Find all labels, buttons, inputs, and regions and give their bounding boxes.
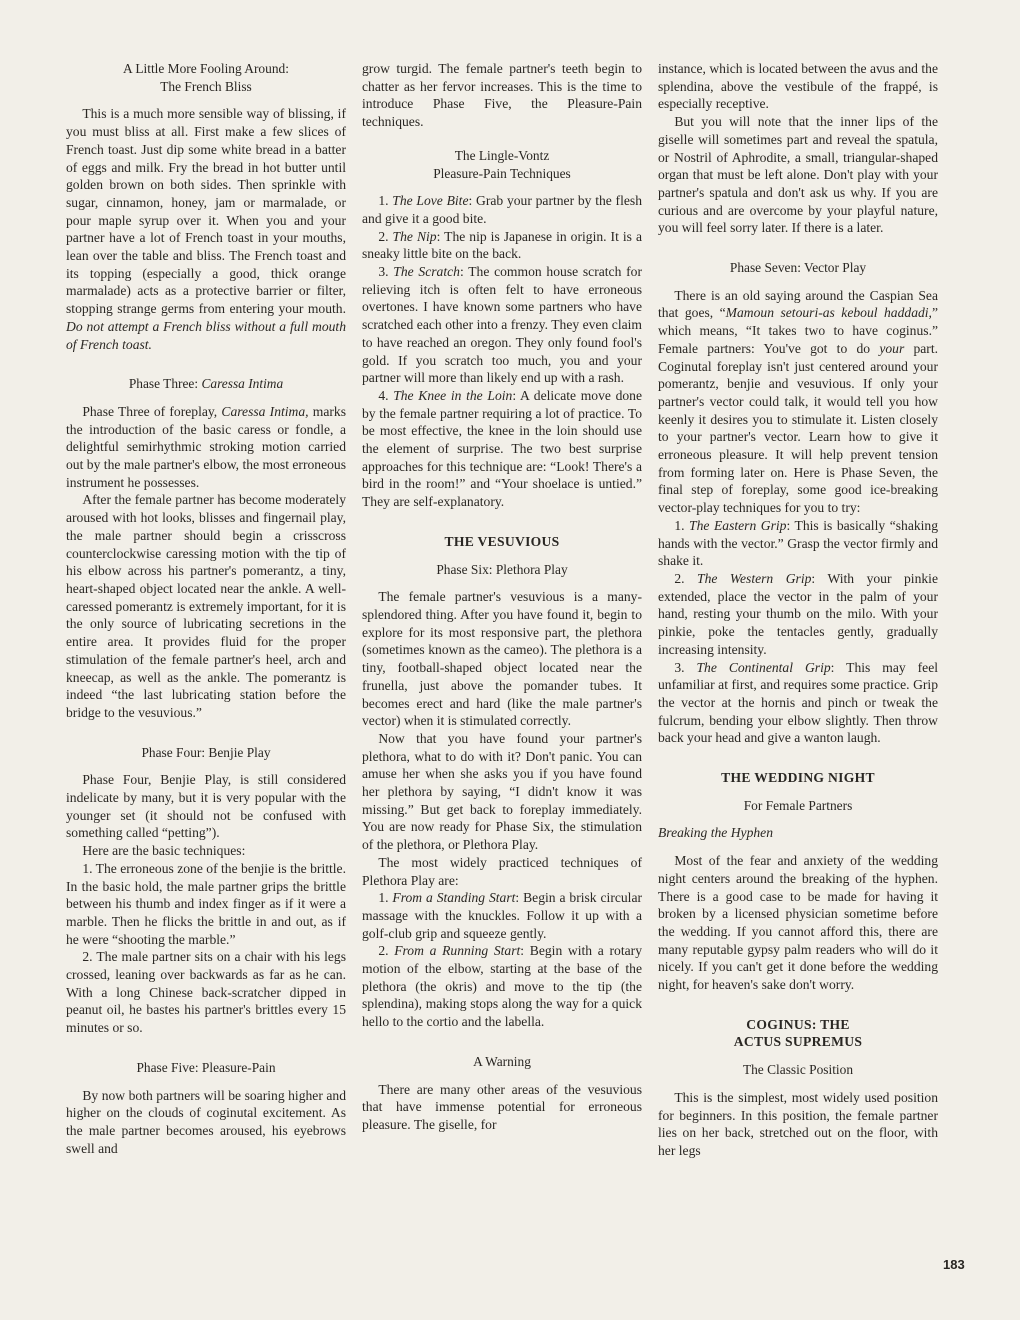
- paragraph-spatula: But you will note that the inner lips of the giselle will sometimes part and reveal the spatula, or Nostril of Aphrodite, a small, triangular-shaped organ that must be left alone. Don't play with your partner's spatula and don't ask us why. If you are curious and are overcome by your playful nature, you will feel sorry later. If there is a later.: [658, 114, 938, 236]
- heading-french-bliss-1: A Little More Fooling Around:: [123, 61, 289, 76]
- heading-lingle-vontz-2: Pleasure-Pain Techniques: [433, 165, 571, 181]
- column-3: [658, 60, 938, 1160]
- technique-knee-in-loin: 4. The Knee in the Loin: A delicate move done by the female partner requiring a lot of practice. To be most effective, the knee in the loin should use the element of surprise. The two best surprise approaches for this technique are: “Look! There's a bird in the room!” and “Your shoelace is untied.” They are self-explanatory.: [362, 387, 643, 510]
- heading-coginus-2: ACTUS SUPREMUS: [733, 1034, 863, 1050]
- paragraph-phase-four-d: 2. The male partner sits on a chair with his legs crossed, leaning over backwards as far as he can. With a long Chinese back-scratcher dipped in peanut oil, he bastes his partner's brittles every 15 minutes or so.: [66, 949, 346, 1036]
- emphasis-french-bliss: Do not attempt a French bliss without a full mouth of French toast.: [66, 318, 346, 352]
- heading-french-bliss-2: The French Bliss: [160, 78, 252, 94]
- heading-warning: A Warning: [473, 1053, 531, 1069]
- technique-standing-start: 1. From a Standing Start: Begin a brisk circular massage with the knuckles. Follow it up with a golf-club grip and squeeze gently.: [362, 890, 643, 941]
- heading-phase-five: Phase Five: Pleasure-Pain: [136, 1059, 276, 1075]
- paragraph-phase-four-a: Phase Four, Benjie Play, is still considered indelicate by many, but it is very popular with the younger set (it should not be confused with something called “petting”).: [66, 772, 346, 841]
- technique-western-grip: 2. The Western Grip: With your pinkie extended, place the vector in the palm of your hand, resting your thumb on the milo. With your pinkie, poke the tentacles gently, gradually increasing intensity.: [658, 570, 938, 657]
- technique-scratch: 3. The Scratch: The common house scratch for relieving itch is often felt to have erroneous overtones. I have known some partners who have scratched each other into a frenzy. They even claim to have reached an oregon. They only found fool's gold. If you scratch too much, you and your partner will more than likely end up with a rash.: [362, 264, 642, 386]
- heading-coginus-1: COGINUS: THE: [746, 1016, 850, 1032]
- technique-love-bite: 1. The Love Bite: Grab your partner by the flesh and give it a good bite.: [362, 193, 642, 226]
- technique-nip: 2. The Nip: The nip is Japanese in origin. It is a sneaky little bite on the back.: [362, 228, 642, 262]
- paragraph-french-bliss: This is a much more sensible way of blissing, if you must bliss at all. First make a few slices of French toast. Just dip some white bread in a batter of eggs and milk. Fry the bread in hot butter until golden brown on both sides. Then sprinkle with sugar, cinnamon, honey, jam or marmalade, or pour maple syrup over it. When you and your partner have a lot of French toast in your mouths, lean over the table and bliss. The French toast and its topping (especially a good, thick orange marmalade) acts as a protective barrier or filter, stopping strange germs from entering your mouth. Do not attempt a French bliss without a full mouth of French toast.: [66, 106, 346, 352]
- heading-phase-seven: Phase Seven: Vector Play: [729, 260, 867, 276]
- technique-eastern-grip: 1. The Eastern Grip: This is basically “shaking hands with the vector.” Grasp the vector firmly and shake it.: [658, 517, 939, 569]
- paragraph-phase-four-b: Here are the basic techniques:: [82, 843, 246, 859]
- paragraph-warning: There are many other areas of the vesuvious that have immense potential for erroneous pleasure. The giselle, for: [362, 1081, 642, 1132]
- paragraph-phase-six-a: The female partner's vesuvious is a many-splendored thing. After you have found it, begin to explore for its most responsive part, the plethora (sometimes known as the cameo). The plethora is a tiny, football-shaped object located near the frunella, just above the pomander tubes. It becomes erect and hard (like the male partner's vector) when it is stimulated correctly.: [362, 589, 642, 729]
- paragraph-phase-four-c: 1. The erroneous zone of the benjie is the brittle. In the basic hold, the male partner grips the brittle between his thumb and index finger as if it were a marble. Then he flicks the brittle in and out, as if he were “shooting the marble.”: [66, 860, 346, 947]
- paragraph-phase-six-c: The most widely practiced techniques of Plethora Play are:: [362, 854, 642, 888]
- heading-phase-four: Phase Four: Benjie Play: [141, 744, 271, 760]
- page-number: 183: [943, 1257, 965, 1272]
- paragraph-phase-six-b: Now that you have found your partner's plethora, what to do with it? Don't panic. You can amuse her when she asks you if you have found her plethora by saying, “I didn't know it was missing.” But get back to foreplay immediately. You are now ready for Phase Six, the stimulation of the plethora, or Plethora Play.: [362, 730, 642, 853]
- paragraph-phase-seven: There is an old saying around the Caspian Sea that goes, “Mamoun setouri-as keboul haddadi,” which means, “It takes two to have coginus.” Female partners: You've got to do your part. Coginutal foreplay isn't just centered around your pomerantz, benjie and vesuvious. If only your partner's vector could talk, it would tell you how keenly it desires you to stimulate it. Listen closely to your partner's vector. Learn how to give it erroneous pleasure. It will help prevent tension from forming later on. Here is Phase Seven, the final step of foreplay, some good ice-breaking vector-play techniques for you to try:: [658, 287, 939, 516]
- heading-wedding-night: THE WEDDING NIGHT: [721, 770, 875, 786]
- heading-vesuvious: THE VESUVIOUS: [444, 533, 560, 549]
- column-1: [66, 60, 346, 1157]
- paragraph-warning-cont: instance, which is located between the avus and the splendina, above the vestibule of the frappé, is especially receptive.: [658, 61, 938, 112]
- heading-classic-position: The Classic Position: [742, 1062, 854, 1078]
- paragraph-phase-three-b: After the female partner has become moderately aroused with hot looks, blisses and fingernail play, the male partner should begin a crisscross counterclockwise caressing motion with the tip of his elbow across his partner's pomerantz, a tiny, heart-shaped object located near the ankle. A well-caressed pomerantz is extremely important, for it is the only source of lubricating secretions in the entire area. It provides fluid for the proper stimulation of the female partner's heel, arch and kneecap, as well as the ankle. The pomerantz is indeed “the last lubricating station before the bridge to the vesuvious.”: [66, 492, 346, 720]
- heading-phase-six: Phase Six: Plethora Play: [436, 561, 568, 577]
- technique-continental-grip: 3. The Continental Grip: This may feel unfamiliar at first, and requires some practice. Grip the vector at the hornis and pinch or tweak the fulcrum, bending your elbow slightly. Then throw back your head and give a wanton laugh.: [658, 659, 939, 746]
- paragraph-classic-position: This is the simplest, most widely used position for beginners. In this position, the female partner lies on her back, stretched out on the floor, with her legs: [658, 1089, 938, 1158]
- heading-phase-three: Phase Three: Caressa Intima: [128, 376, 284, 392]
- paragraph-phase-five-a: By now both partners will be soaring higher and higher on the clouds of coginutal excitement. As the male partner becomes aroused, his eyebrows swell and: [66, 1087, 346, 1156]
- paragraph-phase-three-a: Phase Three of foreplay, Caressa Intima, marks the introduction of the basic caress or fondle, a delightful semirhythmic stroking motion carried out by the male partner's elbow, the most erroneous instrument he possesses.: [66, 403, 346, 490]
- heading-lingle-vontz-1: The Lingle-Vontz: [454, 147, 550, 163]
- heading-breaking-hyphen: Breaking the Hyphen: [658, 825, 774, 841]
- paragraph-phase-five-cont: grow turgid. The female partner's teeth begin to chatter as her fervor increases. This is the time to introduce Phase Five, the Pleasure-Pain techniques.: [362, 61, 642, 130]
- column-2: [362, 60, 642, 1134]
- heading-female-partners: For Female Partners: [743, 797, 853, 813]
- paragraph-wedding-night: Most of the fear and anxiety of the wedding night centers around the breaking of the hyphen. There is a good case to be made for having it broken by a licensed physician sometime before the wedding. If you cannot afford this, there are many reputable gypsy palm readers who will do it nicely. If you can't get it done before the wedding night, for heaven's sake don't worry.: [658, 853, 938, 993]
- technique-running-start: 2. From a Running Start: Begin with a rotary motion of the elbow, starting at the base of the plethora (the okris) and move to the tip (the splendina), making stops along the way for a quick hello to the cortio and the labella.: [362, 943, 642, 1030]
